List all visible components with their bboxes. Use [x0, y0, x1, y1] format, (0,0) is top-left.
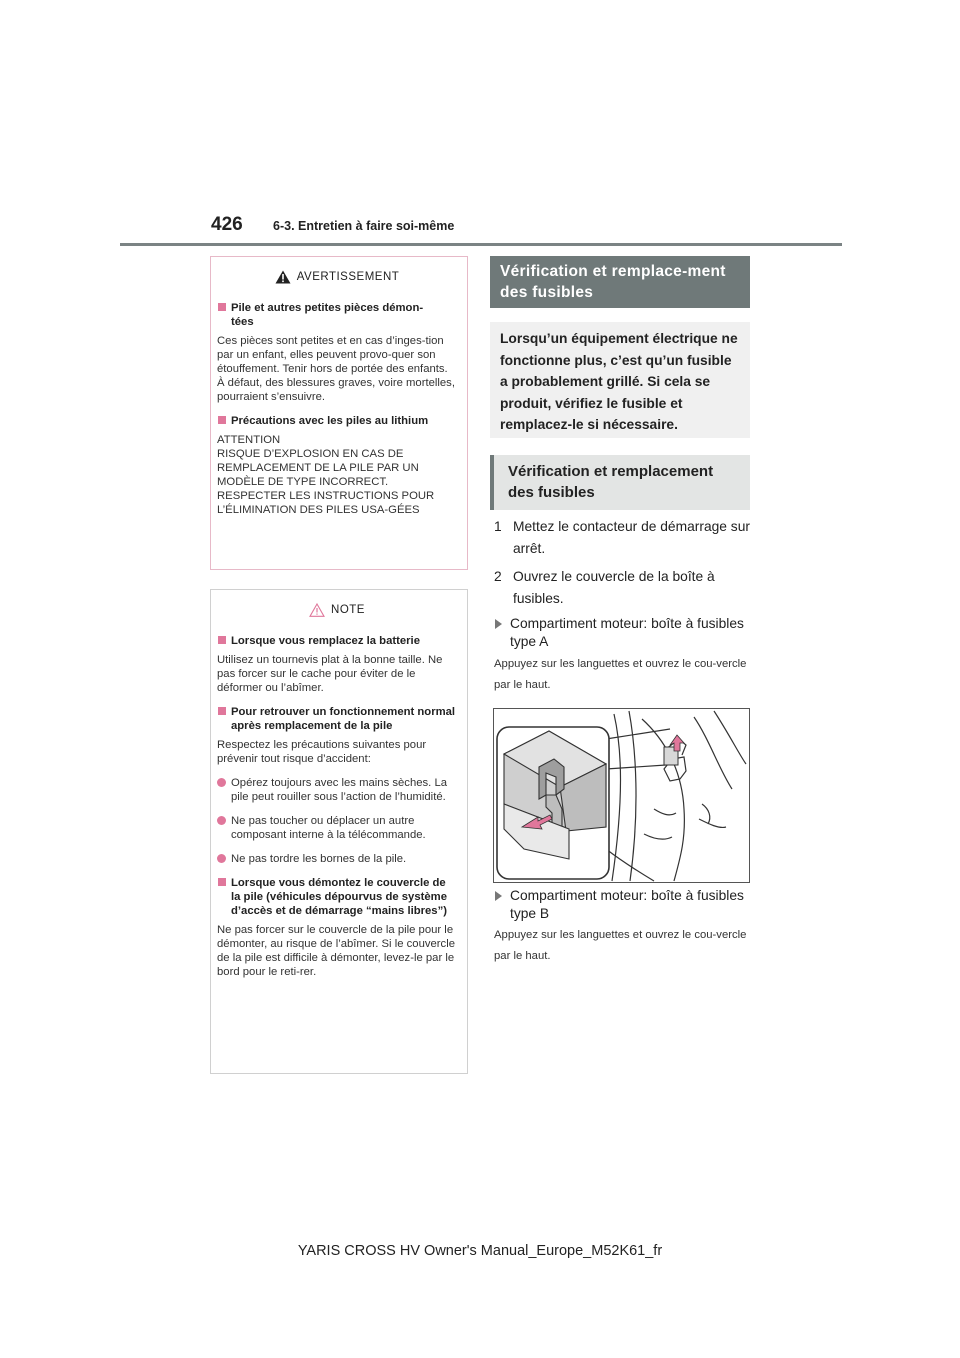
- fuses-subsection-title: Vérification et remplacement des fusibles: [490, 455, 750, 510]
- fuse-box-type-b-label: Compartiment moteur: boîte à fusibles type B: [494, 887, 750, 923]
- fuse-box-illustration: [493, 708, 750, 883]
- footer-text: YARIS CROSS HV Owner's Manual_Europe_M52K61_fr: [297, 1243, 663, 1259]
- step-number: 1: [494, 519, 502, 534]
- step-item: [494, 516, 750, 559]
- page-number: 426: [211, 214, 243, 235]
- fuse-box-type-a-text: Appuyez sur les languettes et ouvrez le cou-vercle par le haut.: [494, 658, 747, 691]
- note-item-title: Lorsque vous démontez le couvercle de la pile (véhicules dépourvus de système d’accès et de démarrage “mains libres”): [217, 876, 457, 918]
- warning-item-title: Précautions avec les piles au lithium: [217, 414, 457, 428]
- warning-heading: [217, 263, 457, 291]
- step-number: 2: [494, 569, 502, 584]
- fuses-section-title: Vérification et remplace-ment des fusibles: [490, 256, 750, 308]
- note-item-title: Lorsque vous remplacez la batterie: [217, 634, 457, 648]
- note-bullet: Opérez toujours avec les mains sèches. La pile peut rouiller sous l’action de l’humidité.: [217, 776, 457, 804]
- warning-item-text: ATTENTION RISQUE D’EXPLOSION EN CAS DE REMPLACEMENT DE LA PILE PAR UN MODÈLE DE TYPE INCORRECT. RESPECTER LES INSTRUCTIONS POUR L’ÉLIMINATION DES PILES USA-GÉES: [217, 434, 435, 516]
- warning-item-text: Ces pièces sont petites et en cas d’inges-tion par un enfant, elles peuvent provo-quer son étouffement. Tenir hors de portée des enfants. À défaut, des blessures graves, voire mortelles, pourraient s’ensuivre.: [217, 335, 455, 403]
- note-item-text: Ne pas forcer sur le couvercle de la pile pour le démonter, au risque de l’abîmer. Si le couvercle de la pile est difficile à démonter, levez-le par le bord pour le reti-rer.: [217, 924, 455, 978]
- note-item-title: Pour retrouver un fonctionnement normal après remplacement de la pile: [217, 705, 457, 733]
- note-heading: [217, 596, 457, 624]
- step-text: Ouvrez le couvercle de la boîte à fusibles.: [513, 569, 715, 606]
- warning-heading-label: AVERTISSEMENT: [296, 271, 400, 283]
- note-item-text: Utilisez un tournevis plat à la bonne taille. Ne pas forcer sur le cache pour éviter de le déformer ou l’abîmer.: [217, 654, 443, 694]
- header-rule: [120, 243, 842, 246]
- step-text: Mettez le contacteur de démarrage sur arrêt.: [513, 519, 750, 556]
- note-heading-label: NOTE: [331, 604, 365, 616]
- fuses-intro: Lorsqu’un équipement électrique ne fonctionne plus, c’est qu’un fusible a probablement grillé. Si cela se produit, vérifiez le fusible et remplacez-le si nécessaire.: [490, 322, 750, 438]
- fuse-box-type-a-label: Compartiment moteur: boîte à fusibles type A: [494, 615, 750, 651]
- caution-triangle-icon: [309, 603, 325, 617]
- section-title: 6-3. Entretien à faire soi-même: [273, 219, 455, 233]
- warning-box: [210, 256, 468, 570]
- fuse-box-drawing: [494, 709, 749, 882]
- warning-triangle-icon: [275, 270, 291, 284]
- step-item: [494, 566, 750, 609]
- note-item-text: Respectez les précautions suivantes pour prévenir tout risque d’accident:: [217, 739, 427, 765]
- note-box: [210, 589, 468, 1074]
- fuse-box-type-b-text: Appuyez sur les languettes et ouvrez le cou-vercle par le haut.: [494, 929, 747, 962]
- note-bullet: Ne pas toucher ou déplacer un autre composant interne à la télécommande.: [217, 814, 457, 842]
- warning-item-title: Pile et autres petites pièces démon- tées: [217, 301, 457, 329]
- note-bullet: Ne pas tordre les bornes de la pile.: [217, 852, 457, 866]
